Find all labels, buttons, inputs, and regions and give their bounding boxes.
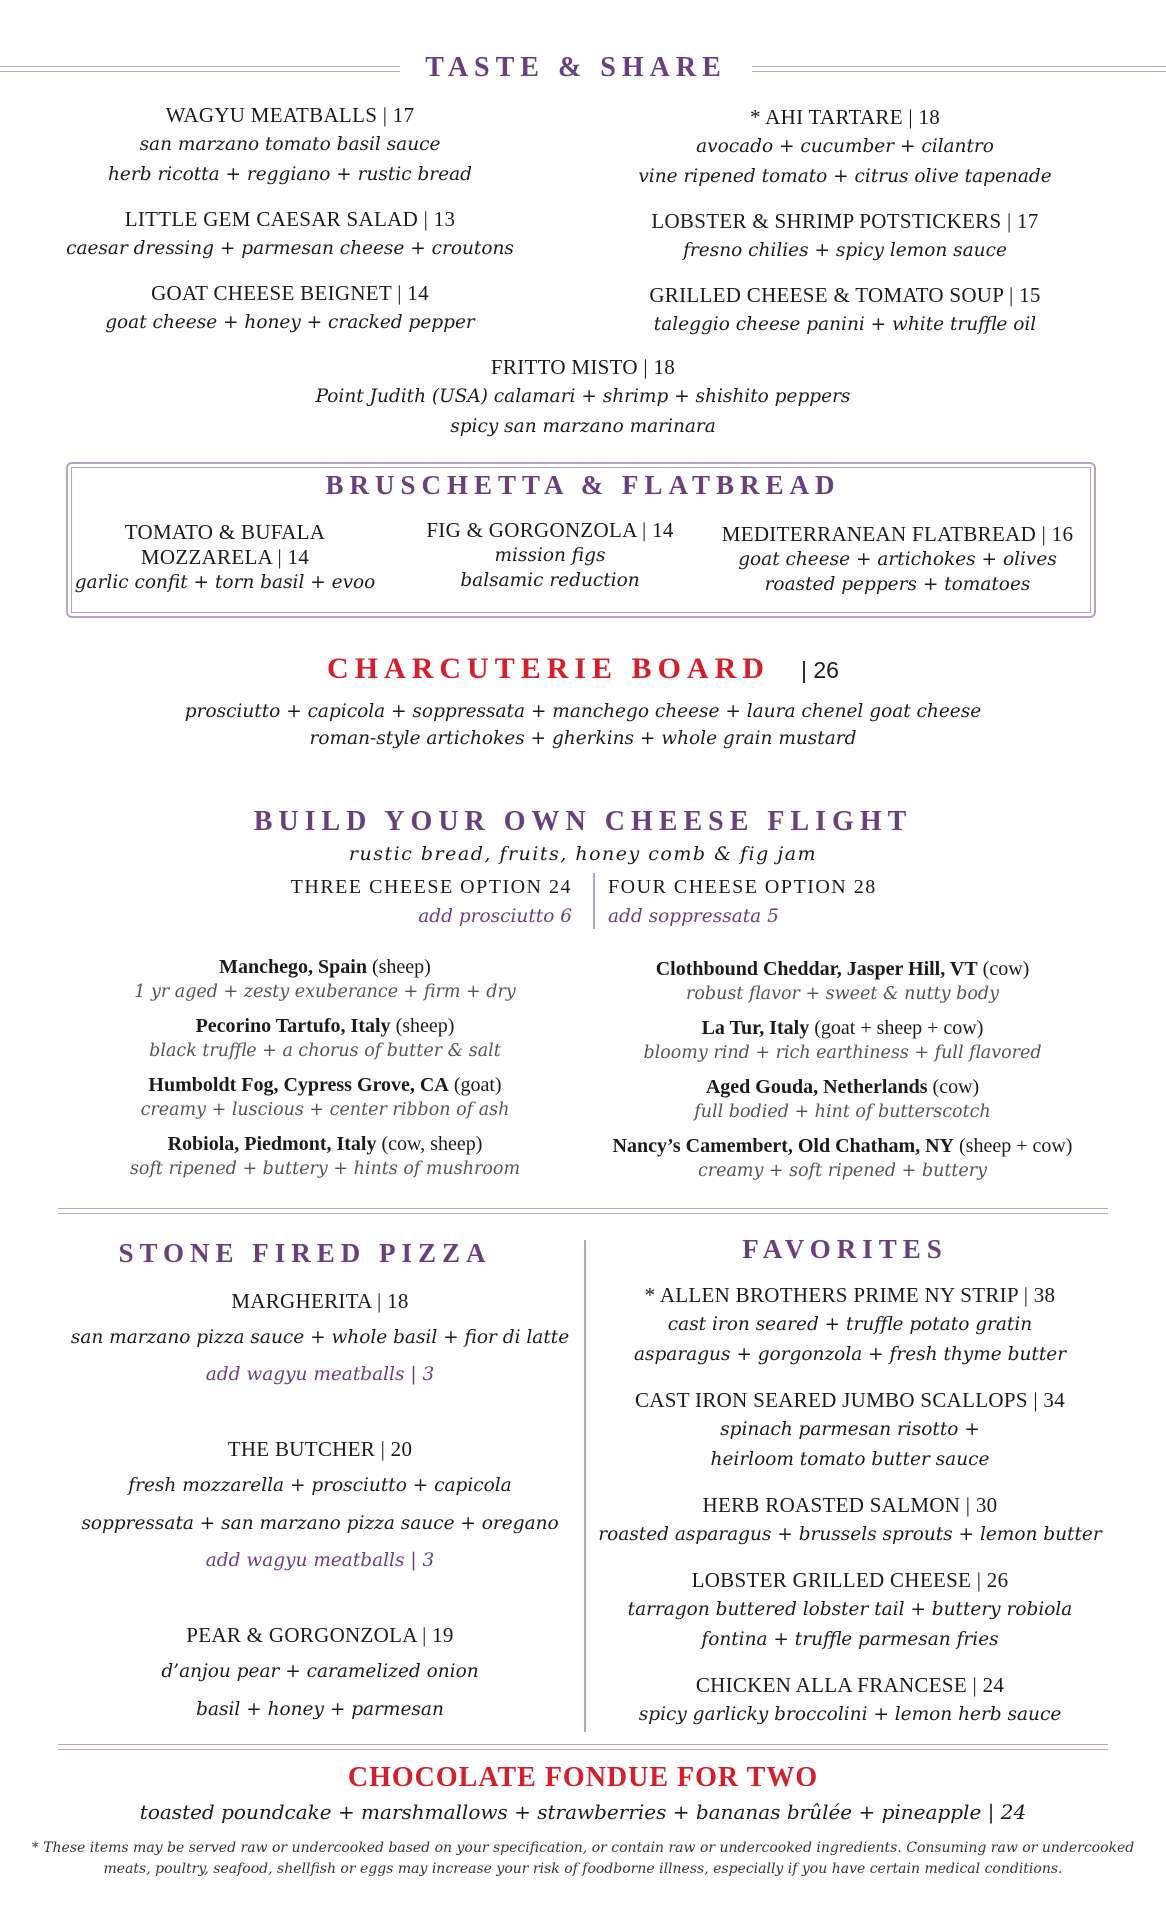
- cheese-desc: black truffle + a chorus of butter & salt: [149, 1041, 501, 1061]
- cheese-flight-title: BUILD YOUR OWN CHEESE FLIGHT: [253, 806, 913, 837]
- favorites-list: [590, 1280, 1110, 1730]
- menu-item-desc: caesar dressing + parmesan cheese + croutons: [66, 238, 514, 259]
- menu-item-name: FIG & GORGONZOLA | 14: [426, 518, 674, 542]
- cheese-name: Manchego, Spain (sheep): [219, 956, 431, 978]
- menu-item-desc: Point Judith (USA) calamari + shrimp + shishito peppers: [315, 386, 851, 407]
- menu-item-desc: goat cheese + honey + cracked pepper: [105, 312, 475, 333]
- menu-item-desc: taleggio cheese panini + white truffle oil: [653, 314, 1037, 335]
- menu-item-desc: goat cheese + artichokes + olives: [738, 549, 1057, 570]
- menu-item-desc: spinach parmesan risotto +: [720, 1419, 980, 1440]
- menu-item-desc: mission figs: [494, 545, 606, 566]
- cheese-list-left: [95, 954, 555, 1181]
- menu-item-desc: herb ricotta + reggiano + rustic bread: [108, 164, 472, 185]
- menu-item-name: WAGYU MEATBALLS | 17: [165, 103, 415, 127]
- menu-item-name: GRILLED CHEESE & TOMATO SOUP | 15: [649, 283, 1041, 307]
- fondue-desc: toasted poundcake + marshmallows + strawberries + bananas brûlée + pineapple | 24: [139, 1800, 1027, 1824]
- option-four: [608, 872, 1008, 932]
- cheese-name: Humboldt Fog, Cypress Grove, CA (goat): [148, 1074, 502, 1096]
- cheese-flight-subtitle: rustic bread, fruits, honey comb & fig jam: [348, 843, 818, 865]
- menu-item-desc: vine ripened tomato + citrus olive tapenade: [638, 166, 1052, 187]
- option-four-addon: add soppressata 5: [608, 906, 779, 927]
- menu-item-name: TOMATO & BUFALA: [124, 520, 326, 544]
- cheese-name: Nancy’s Camembert, Old Chatham, NY (sheep + cow): [612, 1135, 1073, 1157]
- menu-item-name: LOBSTER GRILLED CHEESE | 26: [691, 1568, 1009, 1592]
- bruschetta-item-3: [710, 522, 1085, 597]
- menu-item-name: FRITTO MISTO | 18: [490, 355, 676, 379]
- menu-item-desc: tarragon buttered lobster tail + buttery robiola: [627, 1599, 1073, 1620]
- fritto-misto-item: [233, 352, 933, 442]
- menu-item-name: MOZZARELA | 14: [140, 545, 310, 569]
- menu-item-desc: san marzano tomato basil sauce: [139, 134, 441, 155]
- divider-rule: [58, 1744, 1108, 1750]
- pizza-addon: add wagyu meatballs | 3: [205, 1550, 435, 1571]
- menu-item-name: GOAT CHEESE BEIGNET | 14: [151, 281, 429, 305]
- option-divider: [593, 873, 595, 929]
- cheese-desc: creamy + luscious + center ribbon of ash: [140, 1100, 510, 1120]
- cheese-list-right: [580, 956, 1105, 1183]
- menu-item-name: LOBSTER & SHRIMP POTSTICKERS | 17: [651, 209, 1039, 233]
- favorites-title: FAVORITES: [742, 1234, 948, 1264]
- menu-item-desc: asparagus + gorgonzola + fresh thyme butter: [633, 1344, 1067, 1365]
- cheese-desc: creamy + soft ripened + buttery: [697, 1161, 988, 1181]
- menu-item-desc: d’anjou pear + caramelized onion: [161, 1661, 479, 1682]
- menu-item-name: * ALLEN BROTHERS PRIME NY STRIP | 38: [644, 1283, 1056, 1307]
- taste-share-right-col: [605, 102, 1085, 340]
- menu-item-name: MARGHERITA | 18: [231, 1289, 409, 1313]
- menu-item-name: LITTLE GEM CAESAR SALAD | 13: [124, 207, 456, 231]
- menu-item-name: PEAR & GORGONZOLA | 19: [186, 1623, 454, 1647]
- option-four-label: FOUR CHEESE OPTION 28: [608, 876, 877, 898]
- column-divider: [584, 1240, 586, 1732]
- pizza-addon: add wagyu meatballs | 3: [205, 1364, 435, 1385]
- charcuterie-desc: [0, 698, 1166, 752]
- charcuterie-heading: [0, 652, 1166, 686]
- menu-item-desc: balsamic reduction: [460, 570, 640, 591]
- menu-item-desc: garlic confit + torn basil + evoo: [74, 572, 376, 593]
- fondue-title: CHOCOLATE FONDUE FOR TWO: [347, 1762, 819, 1793]
- menu-item-name: MEDITERRANEAN FLATBREAD | 16: [721, 522, 1074, 546]
- menu-item-desc: heirloom tomato butter sauce: [710, 1449, 990, 1470]
- cheese-desc: robust flavor + sweet & nutty body: [686, 984, 999, 1004]
- cheese-name: Pecorino Tartufo, Italy (sheep): [195, 1015, 455, 1037]
- menu-item-name: HERB ROASTED SALMON | 30: [702, 1493, 998, 1517]
- menu-item-desc: cast iron seared + truffle potato gratin: [667, 1314, 1033, 1335]
- cheese-name: La Tur, Italy (goat + sheep + cow): [701, 1017, 984, 1039]
- menu-item-desc: fresh mozzarella + prosciutto + capicola: [128, 1475, 512, 1496]
- taste-share-title: TASTE & SHARE: [425, 52, 727, 83]
- menu-item-desc: roman-style artichokes + gherkins + whole grain mustard: [309, 728, 857, 749]
- taste-share-left-col: [60, 100, 520, 338]
- option-three-addon: add prosciutto 6: [418, 906, 572, 927]
- menu-item-desc: fontina + truffle parmesan fries: [701, 1629, 999, 1650]
- menu-item-desc: basil + honey + parmesan: [196, 1699, 444, 1720]
- menu-item-desc: roasted peppers + tomatoes: [764, 574, 1031, 595]
- menu-item-desc: spicy garlicky broccolini + lemon herb sauce: [638, 1704, 1062, 1725]
- menu-item-desc: soppressata + san marzano pizza sauce + oregano: [81, 1513, 559, 1534]
- menu-item-desc: san marzano pizza sauce + whole basil + fior di latte: [70, 1327, 570, 1348]
- charcuterie-title: CHARCUTERIE BOARD: [327, 652, 770, 685]
- cheese-desc: full bodied + hint of butterscotch: [694, 1102, 991, 1122]
- section-rule-left: [0, 66, 400, 72]
- menu-item-name: THE BUTCHER | 20: [227, 1437, 413, 1461]
- divider-rule: [58, 1208, 1108, 1214]
- pizza-list: [60, 1283, 580, 1729]
- bruschetta-title: BRUSCHETTA & FLATBREAD: [325, 470, 841, 500]
- disclaimer: * These items may be served raw or undercooked based on your specification, or contain raw or undercooked ingredients. Consuming raw or undercooked meats, poultry, seafood, shellfish or eggs may increase your risk of foodborne illness, especially if you have certain medical conditions.: [31, 1840, 1135, 1877]
- menu-item-desc: prosciutto + capicola + soppressata + manchego cheese + laura chenel goat cheese: [184, 701, 982, 722]
- cheese-desc: 1 yr aged + zesty exuberance + firm + dry: [134, 982, 516, 1002]
- cheese-name: Aged Gouda, Netherlands (cow): [705, 1076, 980, 1098]
- menu-item-desc: fresno chilies + spicy lemon sauce: [683, 240, 1007, 261]
- pizza-title: STONE FIRED PIZZA: [118, 1238, 492, 1268]
- cheese-name: Robiola, Piedmont, Italy (cow, sheep): [167, 1133, 483, 1155]
- bruschetta-item-2: [400, 518, 700, 593]
- option-three: [170, 872, 572, 932]
- menu-item-name: CAST IRON SEARED JUMBO SCALLOPS | 34: [634, 1388, 1066, 1412]
- menu-item-desc: spicy san marzano marinara: [450, 416, 716, 437]
- cheese-desc: soft ripened + buttery + hints of mushroom: [129, 1159, 521, 1179]
- bruschetta-item-1: [70, 520, 380, 595]
- cheese-desc: bloomy rind + rich earthiness + full flavored: [643, 1043, 1042, 1063]
- section-rule-right: [752, 66, 1166, 72]
- menu-item-desc: roasted asparagus + brussels sprouts + lemon butter: [598, 1524, 1102, 1545]
- option-three-label: THREE CHEESE OPTION 24: [290, 876, 572, 898]
- cheese-name: Clothbound Cheddar, Jasper Hill, VT (cow): [655, 958, 1030, 980]
- menu-item-name: * AHI TARTARE | 18: [749, 105, 941, 129]
- menu-item-desc: avocado + cucumber + cilantro: [696, 136, 994, 157]
- charcuterie-price: | 26: [801, 657, 839, 683]
- menu-item-name: CHICKEN ALLA FRANCESE | 24: [695, 1673, 1005, 1697]
